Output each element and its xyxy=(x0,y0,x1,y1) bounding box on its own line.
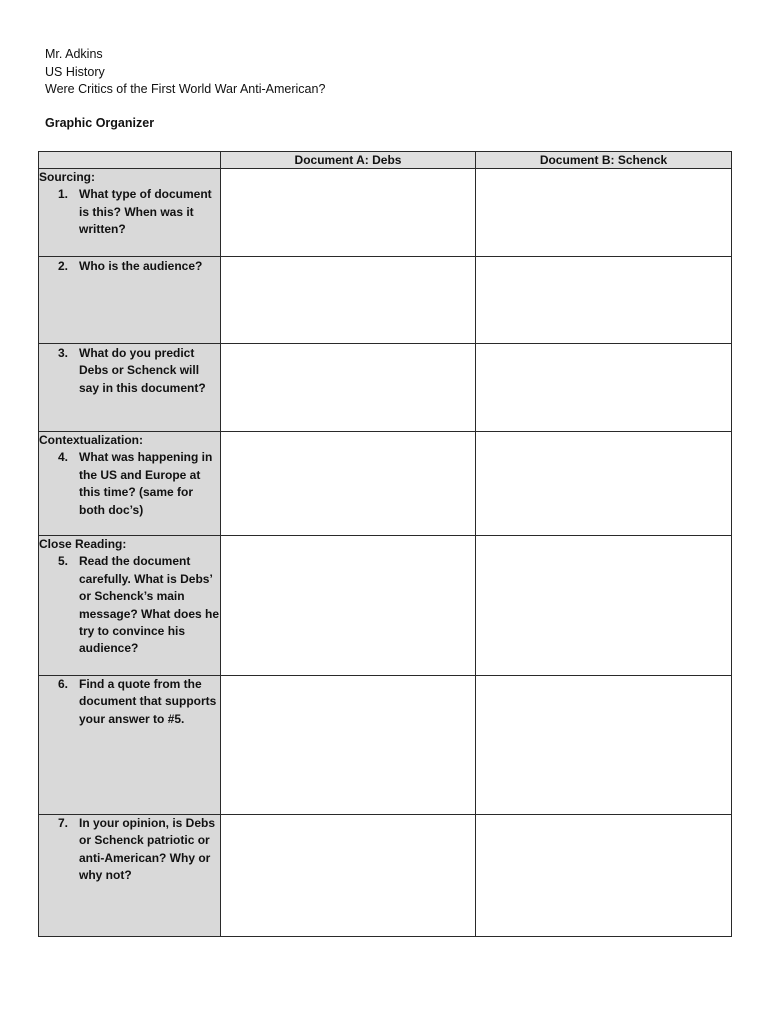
table-row xyxy=(39,536,732,676)
table-row xyxy=(39,257,732,344)
answer-cell-document-a[interactable] xyxy=(221,432,476,536)
column-header-document-b: Document B: Schenck xyxy=(476,152,732,169)
question-text: Who is the audience? xyxy=(79,259,203,273)
answer-cell-document-b[interactable] xyxy=(476,257,732,344)
question-item xyxy=(39,553,220,657)
question-item xyxy=(39,186,220,238)
column-header-questions xyxy=(39,152,221,169)
question-number: 6. xyxy=(57,677,68,691)
answer-cell-document-b[interactable] xyxy=(476,432,732,536)
question-cell xyxy=(39,676,221,815)
table-row xyxy=(39,815,732,937)
question-item xyxy=(39,344,220,397)
section-label-close-reading: Close Reading: xyxy=(39,537,127,551)
answer-cell-document-b[interactable] xyxy=(476,344,732,432)
question-cell xyxy=(39,257,221,344)
answer-cell-document-a[interactable] xyxy=(221,815,476,937)
course-name: US History xyxy=(45,64,105,79)
section-label-sourcing: Sourcing: xyxy=(39,170,95,184)
question-text: Read the document carefully. What is Debs’ or Schenck’s main message? What does he try to convince his audience? xyxy=(79,554,220,656)
graphic-organizer-table xyxy=(38,151,732,937)
table-row xyxy=(39,344,732,432)
question-number: 7. xyxy=(57,816,68,830)
answer-cell-document-a[interactable] xyxy=(221,344,476,432)
column-header-document-a: Document A: Debs xyxy=(221,152,476,169)
table-header-row xyxy=(39,152,732,169)
question-cell xyxy=(39,432,221,536)
answer-cell-document-a[interactable] xyxy=(221,257,476,344)
table-row xyxy=(39,432,732,536)
answer-cell-document-a[interactable] xyxy=(221,169,476,257)
question-cell xyxy=(39,536,221,676)
answer-cell-document-b[interactable] xyxy=(476,169,732,257)
section-label-contextualization: Contextualization: xyxy=(39,433,143,447)
answer-cell-document-b[interactable] xyxy=(476,536,732,676)
question-number: 5. xyxy=(57,554,68,569)
question-item xyxy=(39,676,220,728)
question-item xyxy=(39,815,220,885)
question-number: 3. xyxy=(57,346,68,360)
table-row xyxy=(39,169,732,257)
question-cell xyxy=(39,344,221,432)
essential-question: Were Critics of the First World War Anti-American? xyxy=(45,82,326,96)
table-row xyxy=(39,676,732,815)
answer-cell-document-a[interactable] xyxy=(221,676,476,815)
question-number: 4. xyxy=(57,450,68,465)
question-number: 1. xyxy=(57,187,68,202)
question-item xyxy=(39,449,220,519)
question-item xyxy=(39,257,220,275)
question-cell xyxy=(39,169,221,257)
document-header xyxy=(45,46,325,99)
question-text: What was happening in the US and Europe at this time? (same for both doc’s) xyxy=(79,450,213,517)
answer-cell-document-b[interactable] xyxy=(476,676,732,815)
teacher-name: Mr. Adkins xyxy=(45,47,103,61)
question-text: What type of document is this? When was it written? xyxy=(79,187,212,237)
question-cell xyxy=(39,815,221,937)
answer-cell-document-a[interactable] xyxy=(221,536,476,676)
question-text: What do you predict Debs or Schenck will say in this document? xyxy=(79,346,206,395)
question-text: In your opinion, is Debs or Schenck patriotic or anti-American? Why or why not? xyxy=(79,816,216,883)
question-number: 2. xyxy=(57,259,68,273)
organizer-title: Graphic Organizer xyxy=(45,116,155,130)
question-text: Find a quote from the document that supports your answer to #5. xyxy=(79,677,217,726)
answer-cell-document-b[interactable] xyxy=(476,815,732,937)
